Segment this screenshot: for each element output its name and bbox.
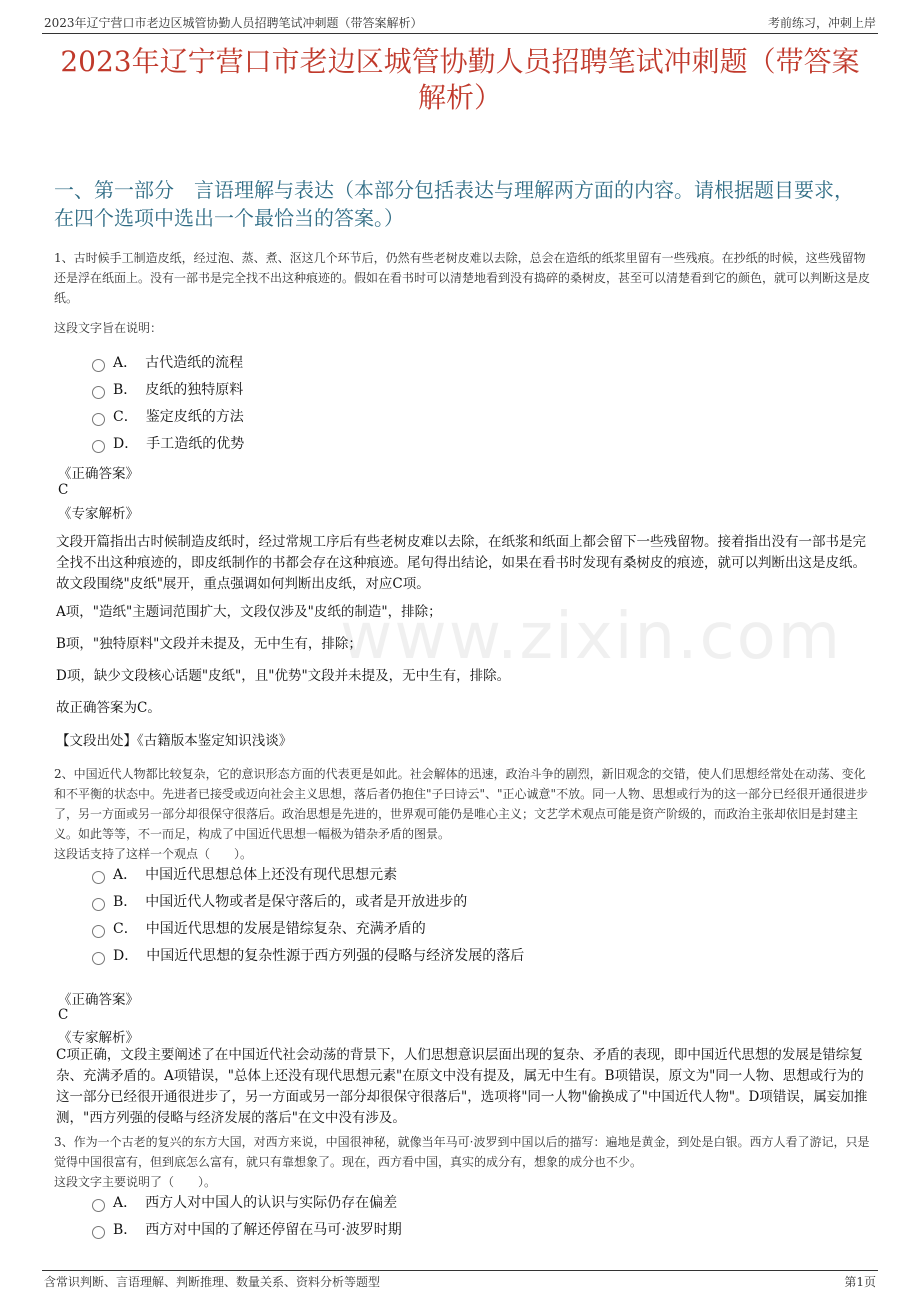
option-letter: A． — [113, 355, 138, 371]
radio-icon[interactable] — [92, 952, 105, 965]
q2-stem: 2、中国近代人物都比较复杂，它的意识形态方面的代表更是如此。社会解体的迅速，政治斗争的剧烈，新旧观念的交错，使人们思想经常处在动荡、变化和不平衡的状态中。先进者已接受或迈向社会主义思想，落后者仍抱住"子曰诗云"、"正心诚意"不放。同一人物、思想或行为的这一部分已经很开通很进步了，另一方面或另一部分却很保守很落后。政治思想是先进的，世界观可能仍是唯心主义；文艺学术观点可能是资产阶级的，而政治主张却依旧是封建主义。如此等等，不一而足，构成了中国近代思想一幅极为错杂矛盾的图景。 — [54, 767, 869, 841]
q1-option-a[interactable] — [92, 352, 243, 372]
q1-option-d[interactable] — [92, 433, 244, 453]
radio-icon[interactable] — [92, 1199, 105, 1212]
radio-icon[interactable] — [92, 440, 105, 453]
radio-icon[interactable] — [92, 1226, 105, 1239]
q2-analysis-label: 《专家解析》 — [58, 1030, 139, 1046]
q1-stem: 1、古时候手工制造皮纸，经过泡、蒸、煮、沤这几个环节后，仍然有些老树皮难以去除，总会在造纸的纸浆里留有一些残痕。在抄纸的时候，这些残留物还是浮在纸面上。没有一部书是完全找不出这种痕迹的。假如在看书时可以清楚地看到没有捣碎的桑树皮，甚至可以清楚看到它的颜色，就可以判断这是皮纸。 — [54, 251, 871, 305]
option-letter: D． — [113, 436, 139, 452]
q3-option-b[interactable] — [92, 1219, 402, 1239]
q1-prompt: 这段文字旨在说明： — [54, 321, 163, 335]
q1-answer-label: 《正确答案》 — [58, 466, 139, 482]
q2-answer: C — [58, 1007, 69, 1023]
radio-icon[interactable] — [92, 898, 105, 911]
q2-prompt: 这段话支持了这样一个观点（ ）。 — [54, 847, 253, 861]
header-doc-title: 2023年辽宁营口市老边区城管协勤人员招聘笔试冲刺题（带答案解析） — [44, 16, 423, 30]
radio-icon[interactable] — [92, 359, 105, 372]
footer-topics: 含常识判断、言语理解、判断推理、数量关系、资料分析等题型 — [44, 1275, 381, 1289]
option-text: 中国近代人物或者是保守落后的，或者是开放进步的 — [145, 894, 468, 910]
option-text: 手工造纸的优势 — [146, 436, 245, 452]
header-slogan: 考前练习，冲刺上岸 — [767, 16, 876, 30]
q3-stem: 3、作为一个古老的复兴的东方大国，对西方来说，中国很神秘，就像当年马可·波罗到中国以后的描写：遍地是黄金，到处是白银。西方人看了游记，只是觉得中国很富有，但到底怎么富有，就只有靠想象了。现在，西方看中国，真实的成分有，想象的成分也不少。 — [54, 1135, 870, 1169]
q1-analysis-label: 《专家解析》 — [58, 506, 139, 522]
option-letter: C． — [113, 921, 138, 937]
option-text: 中国近代思想的发展是错综复杂、充满矛盾的 — [145, 921, 426, 937]
q1-answer: C — [58, 482, 69, 498]
q3-option-a[interactable] — [92, 1192, 397, 1212]
q2-option-d[interactable] — [92, 945, 524, 965]
q2-analysis: C项正确，文段主要阐述了在中国近代社会动荡的背景下，人们思想意识层面出现的复杂、矛盾的表现，即中国近代思想的发展是错综复杂、充满矛盾的。A项错误，"总体上还没有现代思想元素"在原文中没有提及，属无中生有。B项错误，原文为"同一人物、思想或行为的这一部分已经很开通很进步了，另一方面或另一部分却很保守很落后"，选项将"同一人物"偷换成了"中国近代人物"。D项错误，属妄加推测，"西方列强的侵略与经济发展的落后"在文中没有涉及。 — [56, 1047, 868, 1126]
radio-icon[interactable] — [92, 925, 105, 938]
option-letter: A． — [113, 1195, 138, 1211]
option-letter: B． — [113, 1222, 138, 1238]
q2-answer-label: 《正确答案》 — [58, 992, 139, 1008]
q1-conclusion: 故正确答案为C。 — [56, 700, 161, 716]
option-text: 古代造纸的流程 — [145, 355, 244, 371]
q2-option-a[interactable] — [92, 864, 397, 884]
q3-prompt: 这段文字主要说明了（ ）。 — [54, 1175, 217, 1189]
q2-option-c[interactable] — [92, 918, 426, 938]
option-text: 中国近代思想总体上还没有现代思想元素 — [145, 867, 398, 883]
page-footer — [42, 1270, 878, 1290]
radio-icon[interactable] — [92, 386, 105, 399]
section-heading: 一、第一部分 言语理解与表达（本部分包括表达与理解两方面的内容。请根据题目要求，在四个选项中选出一个最恰当的答案。） — [54, 178, 854, 230]
option-letter: A． — [113, 867, 138, 883]
option-letter: B． — [113, 894, 138, 910]
q2-option-b[interactable] — [92, 891, 467, 911]
option-letter: B． — [113, 382, 138, 398]
page-title: 2023年辽宁营口市老边区城管协勤人员招聘笔试冲刺题（带答案解析） — [60, 45, 860, 114]
option-text: 中国近代思想的复杂性源于西方列强的侵略与经济发展的落后 — [146, 948, 525, 964]
q1-note-d: D项，缺少文段核心话题"皮纸"，且"优势"文段并未提及，无中生有，排除。 — [56, 668, 511, 684]
option-text: 西方人对中国人的认识与实际仍存在偏差 — [145, 1195, 398, 1211]
option-letter: D． — [113, 948, 139, 964]
page-number: 第1页 — [844, 1275, 876, 1289]
q1-option-b[interactable] — [92, 379, 243, 399]
option-text: 皮纸的独特原料 — [145, 382, 244, 398]
q1-note-b: B项，"独特原料"文段并未提及，无中生有，排除； — [56, 636, 362, 652]
watermark: www.zixin.com — [340, 600, 843, 674]
option-text: 西方对中国的了解还停留在马可·波罗时期 — [145, 1222, 402, 1238]
option-text: 鉴定皮纸的方法 — [145, 409, 244, 425]
q1-source: 【文段出处】《古籍版本鉴定知识浅谈》 — [56, 733, 293, 749]
radio-icon[interactable] — [92, 871, 105, 884]
option-letter: C． — [113, 409, 138, 425]
radio-icon[interactable] — [92, 413, 105, 426]
q1-analysis: 文段开篇指出古时候制造皮纸时，经过常规工序后有些老树皮难以去除，在纸浆和纸面上都会留下一些残留物。接着指出没有一部书是完全找不出这种痕迹的，即皮纸制作的书都会存在这种痕迹。尾句得出结论，如果在看书时发现有桑树皮的痕迹，就可以判断出这是皮纸。故文段围绕"皮纸"展开，重点强调如何判断出皮纸，对应C项。 — [56, 534, 866, 592]
q1-note-a: A项，"造纸"主题词范围扩大，文段仅涉及"皮纸的制造"，排除； — [56, 604, 442, 620]
q1-option-c[interactable] — [92, 406, 244, 426]
page-header — [42, 12, 878, 34]
